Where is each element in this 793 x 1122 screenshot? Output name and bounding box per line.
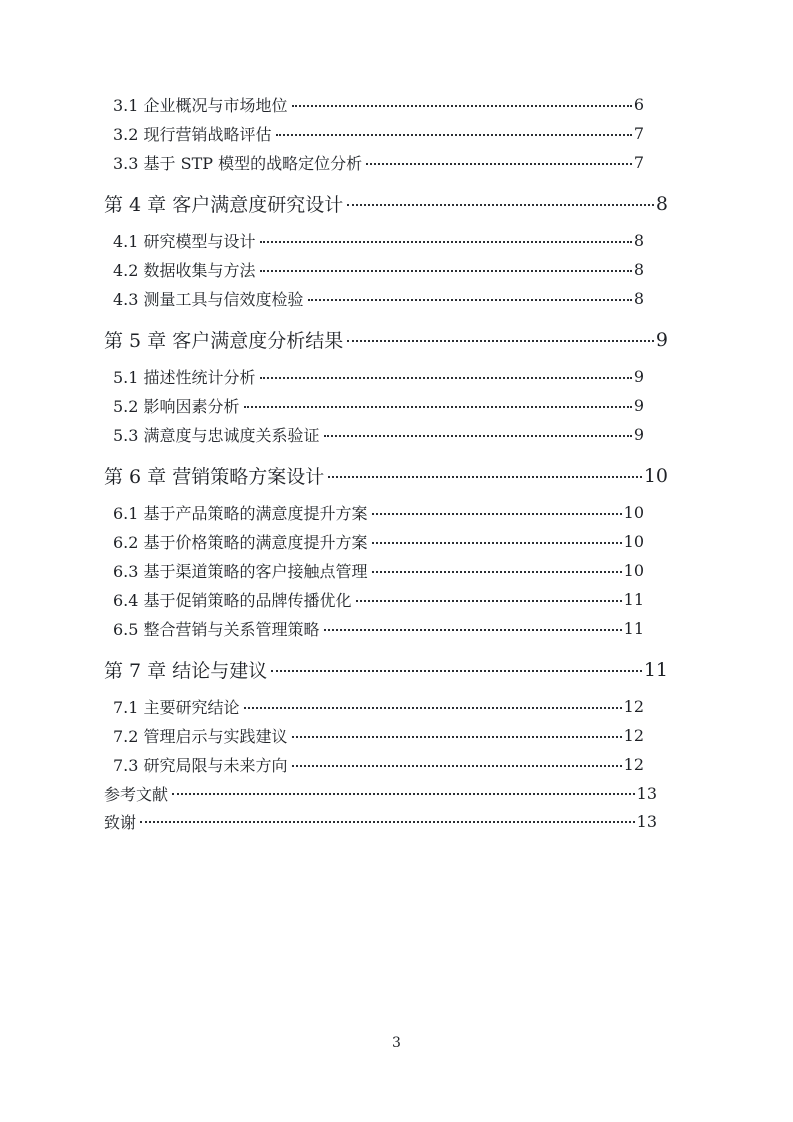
toc-entry-page: 8 bbox=[633, 260, 644, 279]
toc-entry-label: 参考文献 bbox=[104, 784, 169, 804]
toc-entry-label: 7.3 研究局限与未来方向 bbox=[113, 756, 288, 775]
toc-entry-page: 7 bbox=[633, 153, 644, 172]
toc-entry-label: 7.1 主要研究结论 bbox=[113, 698, 240, 717]
dot-leader bbox=[308, 299, 632, 301]
toc-entry-label: 3.1 企业概况与市场地位 bbox=[113, 96, 288, 115]
toc-entry-label: 6.1 基于产品策略的满意度提升方案 bbox=[113, 504, 368, 523]
dot-leader bbox=[372, 571, 622, 573]
dot-leader bbox=[172, 793, 635, 795]
toc-entry[interactable] bbox=[104, 420, 644, 449]
dot-leader bbox=[328, 476, 642, 478]
toc-entry[interactable] bbox=[104, 779, 657, 807]
toc-entry-label: 5.1 描述性统计分析 bbox=[113, 368, 256, 387]
toc-entry[interactable] bbox=[104, 498, 644, 527]
dot-leader bbox=[244, 406, 632, 408]
toc-entry[interactable] bbox=[104, 362, 644, 391]
toc-entry[interactable] bbox=[104, 187, 668, 220]
dot-leader bbox=[292, 765, 622, 767]
toc-entry-label: 第 5 章 客户满意度分析结果 bbox=[104, 330, 344, 352]
dot-leader bbox=[271, 670, 642, 672]
toc-entry-page: 10 bbox=[623, 561, 644, 580]
toc-entry[interactable] bbox=[104, 90, 644, 119]
toc-entry[interactable] bbox=[104, 585, 644, 614]
toc-entry-page: 10 bbox=[623, 532, 644, 551]
toc-entry[interactable] bbox=[104, 807, 657, 835]
toc-entry-page: 13 bbox=[636, 811, 657, 831]
toc-entry-page: 9 bbox=[633, 396, 644, 415]
toc-entry-label: 第 6 章 营销策略方案设计 bbox=[104, 466, 325, 488]
toc-entry[interactable] bbox=[104, 614, 644, 643]
toc-entry-label: 致谢 bbox=[104, 812, 137, 832]
toc-entry-label: 5.2 影响因素分析 bbox=[113, 397, 240, 416]
toc-entry[interactable] bbox=[104, 556, 644, 585]
toc-entry[interactable] bbox=[104, 527, 644, 556]
toc-entry-page: 9 bbox=[633, 367, 644, 386]
toc-entry-label: 4.2 数据收集与方法 bbox=[113, 261, 256, 280]
dot-leader bbox=[292, 736, 622, 738]
toc-entry[interactable] bbox=[104, 692, 644, 721]
page-footer bbox=[0, 1032, 793, 1054]
dot-leader bbox=[260, 377, 632, 379]
toc-entry-page: 12 bbox=[623, 726, 644, 745]
toc-entry-label: 6.5 整合营销与关系管理策略 bbox=[113, 620, 320, 639]
toc-entry-page: 11 bbox=[643, 658, 668, 681]
toc-entry-page: 8 bbox=[655, 192, 668, 215]
toc-entry-label: 6.3 基于渠道策略的客户接触点管理 bbox=[113, 562, 368, 581]
toc-entry[interactable] bbox=[104, 119, 644, 148]
toc-entry[interactable] bbox=[104, 750, 644, 779]
dot-leader bbox=[324, 435, 632, 437]
toc-entry-page: 12 bbox=[623, 697, 644, 716]
table-of-contents bbox=[104, 90, 668, 835]
toc-entry-label: 7.2 管理启示与实践建议 bbox=[113, 727, 288, 746]
toc-entry-page: 9 bbox=[655, 328, 668, 351]
toc-entry-label: 3.2 现行营销战略评估 bbox=[113, 125, 272, 144]
toc-entry-page: 8 bbox=[633, 231, 644, 250]
dot-leader bbox=[372, 513, 622, 515]
toc-entry-label: 5.3 满意度与忠诚度关系验证 bbox=[113, 426, 320, 445]
toc-entry[interactable] bbox=[104, 284, 644, 313]
toc-entry[interactable] bbox=[104, 255, 644, 284]
toc-entry-page: 12 bbox=[623, 755, 644, 774]
toc-entry[interactable] bbox=[104, 721, 644, 750]
toc-entry-page: 13 bbox=[636, 783, 657, 803]
toc-entry-page: 9 bbox=[633, 425, 644, 444]
dot-leader bbox=[276, 134, 632, 136]
toc-entry-page: 8 bbox=[633, 289, 644, 308]
toc-entry-page: 6 bbox=[633, 95, 644, 114]
toc-entry-label: 第 7 章 结论与建议 bbox=[104, 660, 268, 682]
toc-entry-label: 4.3 测量工具与信效度检验 bbox=[113, 290, 304, 309]
toc-entry-page: 10 bbox=[623, 503, 644, 522]
dot-leader bbox=[372, 542, 622, 544]
toc-entry-label: 6.2 基于价格策略的满意度提升方案 bbox=[113, 533, 368, 552]
dot-leader bbox=[260, 270, 632, 272]
toc-entry[interactable] bbox=[104, 148, 644, 177]
dot-leader bbox=[356, 600, 622, 602]
toc-entry[interactable] bbox=[104, 653, 668, 686]
toc-entry[interactable] bbox=[104, 323, 668, 356]
dot-leader bbox=[244, 707, 622, 709]
toc-entry[interactable] bbox=[104, 391, 644, 420]
toc-entry-page: 11 bbox=[623, 590, 644, 609]
dot-leader bbox=[324, 629, 622, 631]
toc-entry-page: 11 bbox=[623, 619, 644, 638]
dot-leader bbox=[292, 105, 632, 107]
toc-entry-label: 4.1 研究模型与设计 bbox=[113, 232, 256, 251]
dot-leader bbox=[347, 340, 654, 342]
toc-entry-label: 6.4 基于促销策略的品牌传播优化 bbox=[113, 591, 352, 610]
toc-entry[interactable] bbox=[104, 226, 644, 255]
dot-leader bbox=[347, 204, 654, 206]
toc-entry-page: 7 bbox=[633, 124, 644, 143]
toc-entry[interactable] bbox=[104, 459, 668, 492]
dot-leader bbox=[260, 241, 632, 243]
dot-leader bbox=[140, 821, 635, 823]
toc-entry-label: 3.3 基于 STP 模型的战略定位分析 bbox=[113, 154, 363, 173]
dot-leader bbox=[366, 163, 632, 165]
toc-entry-page: 10 bbox=[643, 464, 668, 487]
page-number: 3 bbox=[392, 1035, 401, 1051]
toc-entry-label: 第 4 章 客户满意度研究设计 bbox=[104, 194, 344, 216]
